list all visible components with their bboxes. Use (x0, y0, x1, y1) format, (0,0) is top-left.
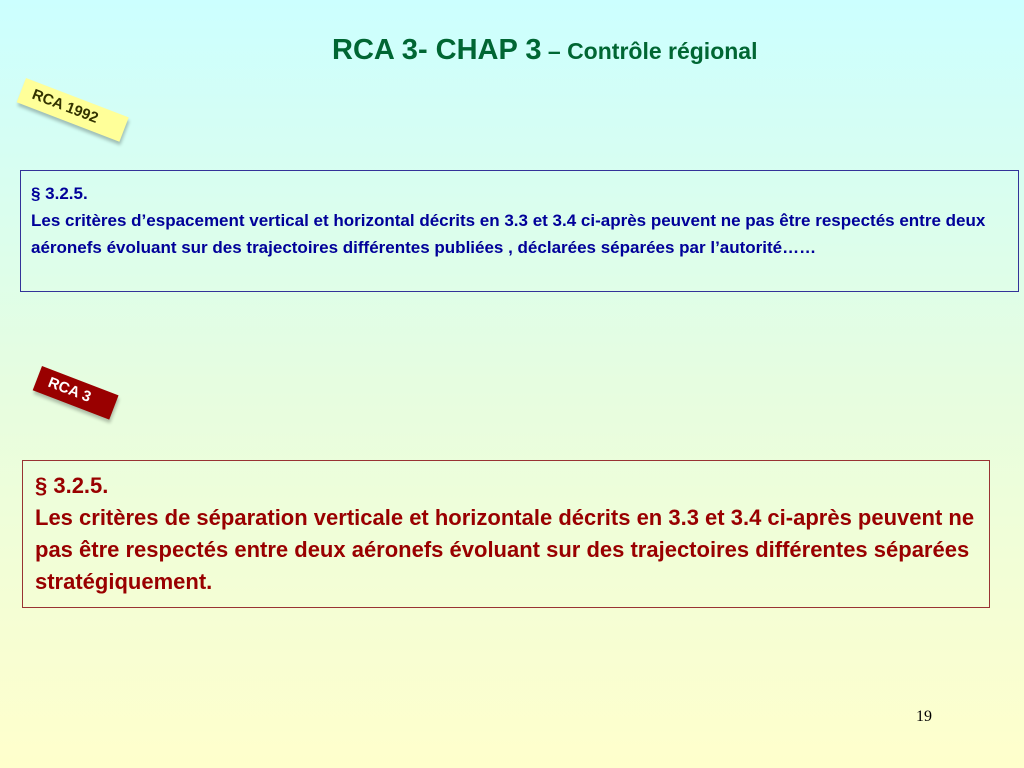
rca-1992-text: Les critères d’espacement vertical et horizontal décrits en 3.3 et 3.4 ci-après peuvent ne pas être respectés entre deux aéronefs évoluant sur des trajectoires différentes publiées , déclarées séparées par l’autorité…… (31, 211, 986, 257)
rca-3-text-box (22, 460, 990, 608)
slide-title (332, 30, 757, 67)
rca-3-tag: RCA 3 (33, 366, 119, 420)
rca-1992-text-box (20, 170, 1019, 292)
rca-1992-tag: RCA 1992 (17, 78, 129, 142)
rca-1992-section: § 3.2.5. (31, 184, 88, 203)
slide-title-main: RCA 3- CHAP 3 (332, 34, 542, 66)
rca-3-section: § 3.2.5. (35, 473, 109, 498)
rca-3-text: Les critères de séparation verticale et horizontale décrits en 3.3 et 3.4 ci-après peuvent ne pas être respectés entre deux aéronefs évoluant sur des trajectoires différentes séparées stratégiquement. (35, 505, 975, 594)
page-number: 19 (916, 708, 932, 725)
slide-title-sub: – Contrôle régional (541, 38, 758, 64)
